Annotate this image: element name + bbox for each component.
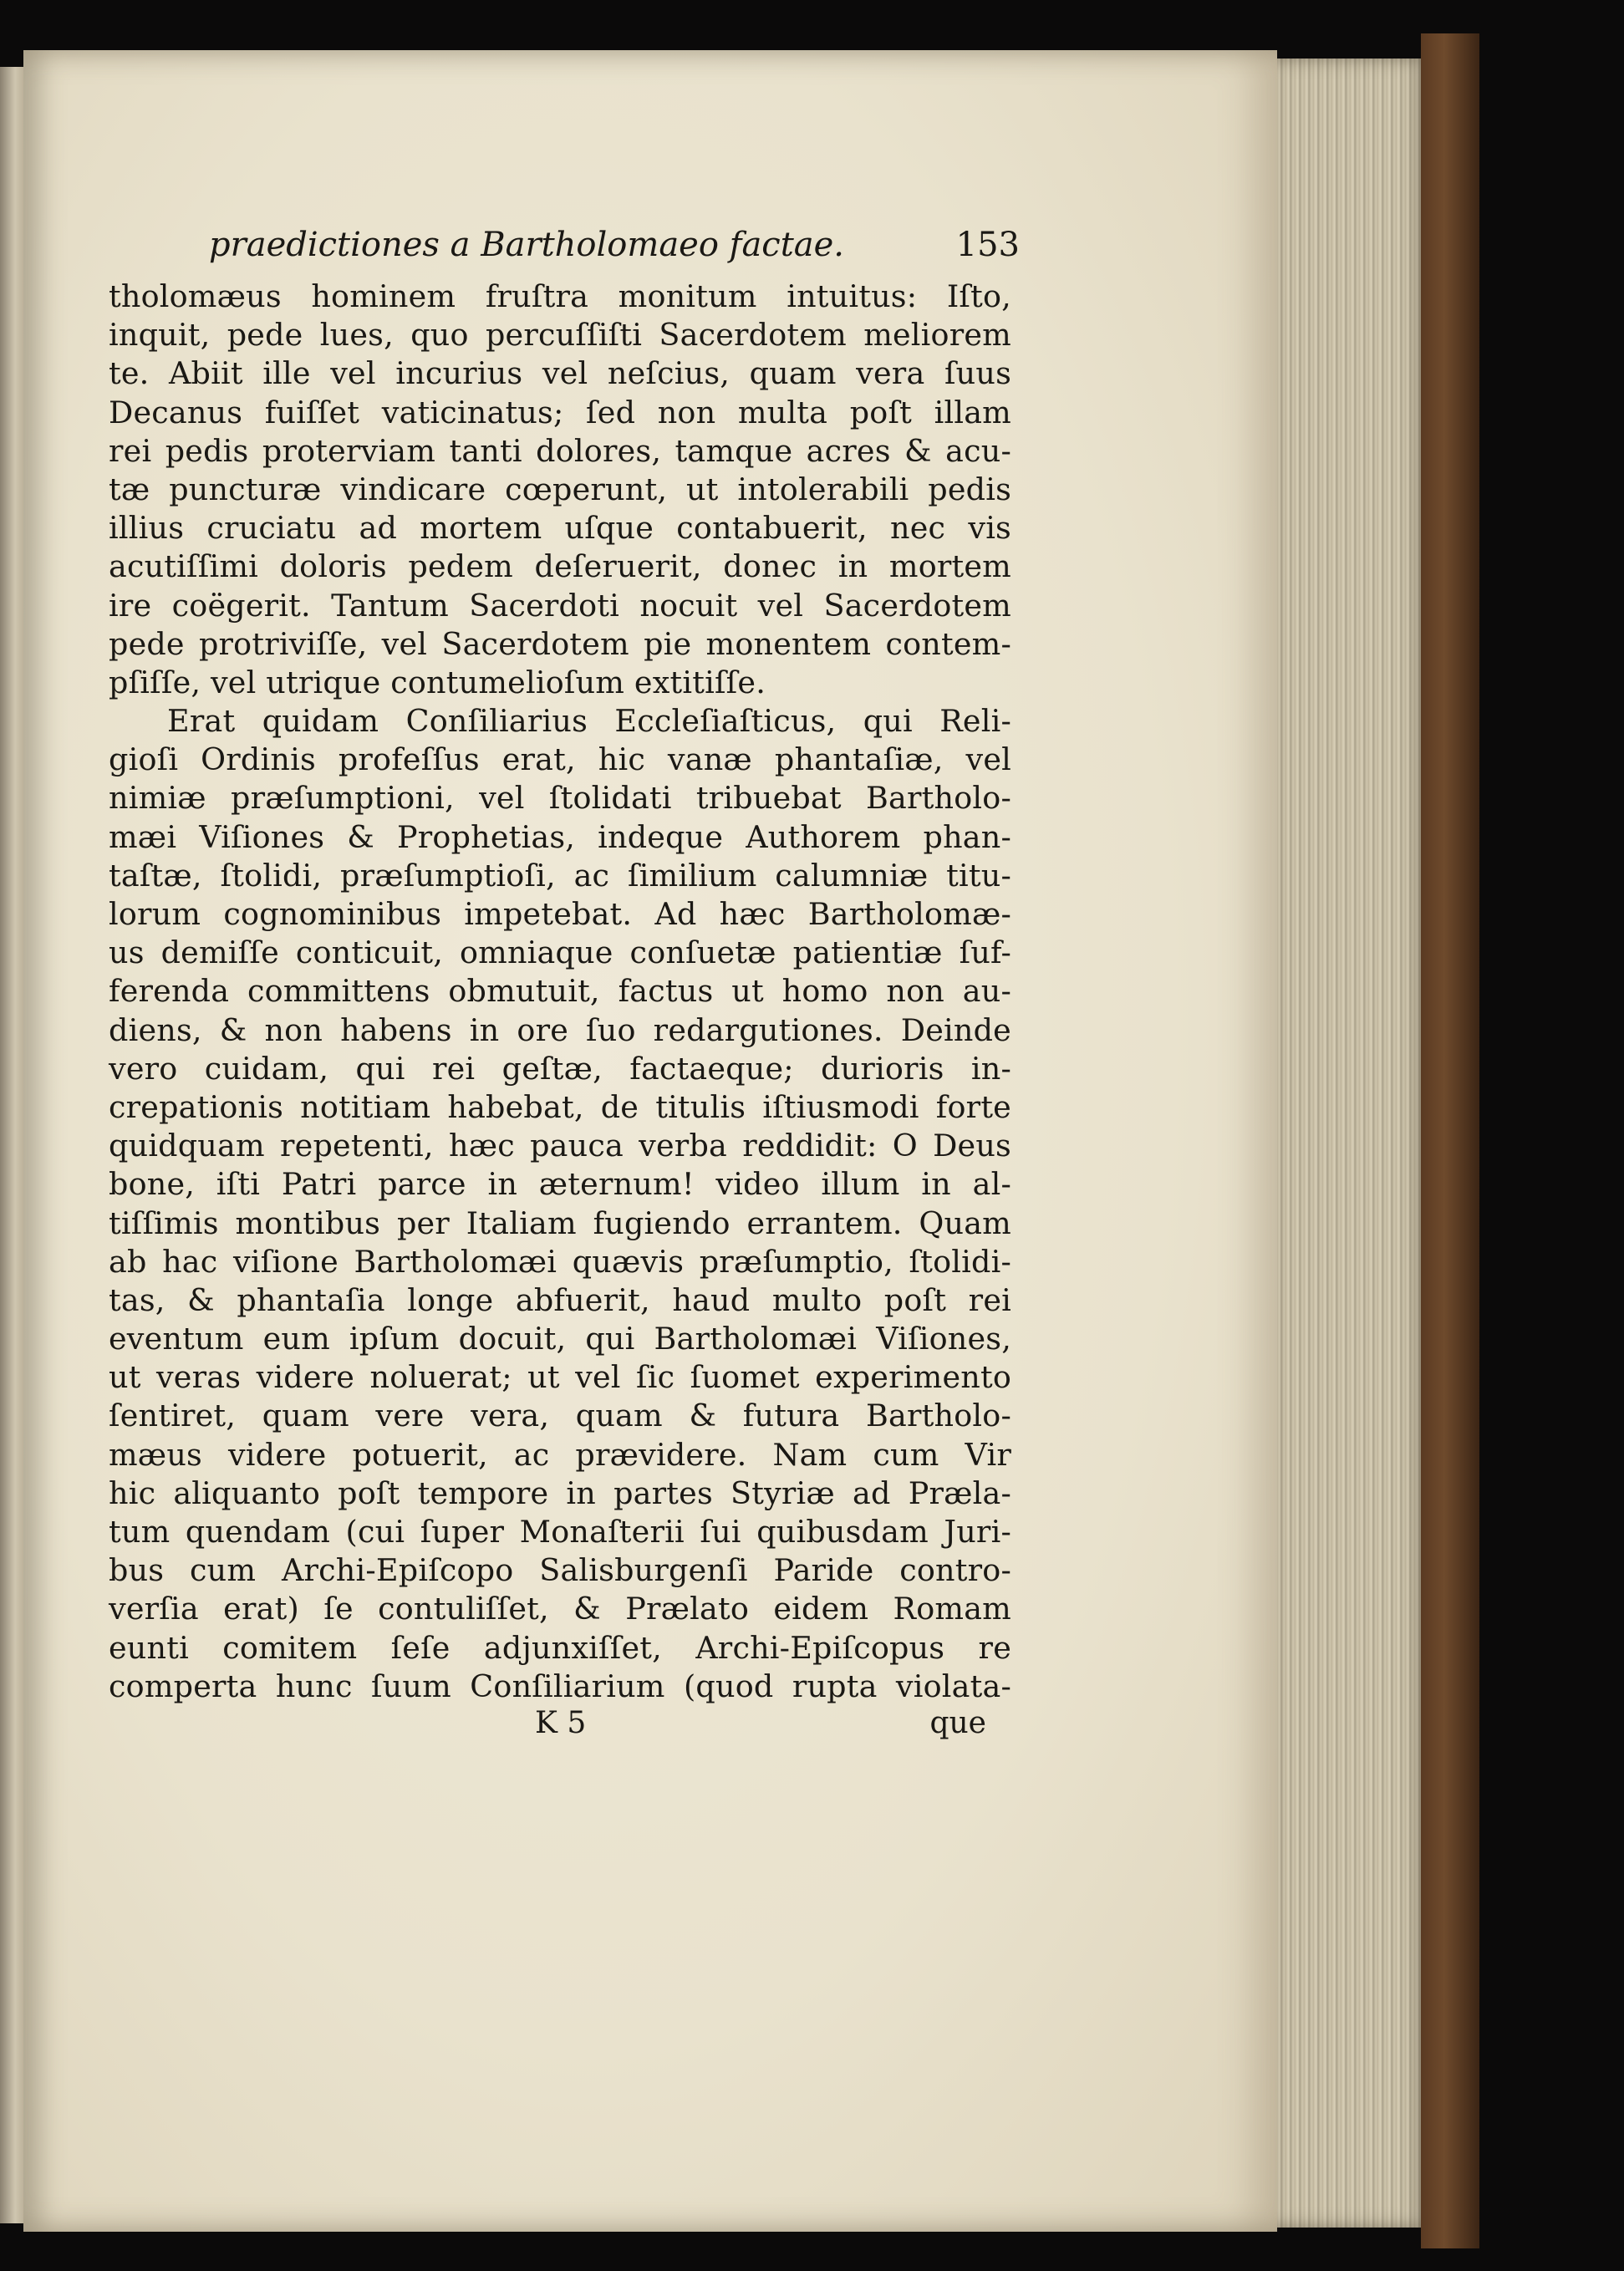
page-footer	[109, 1706, 1011, 1748]
text-line: gioſi Ordinis profeſſus erat, hic vanæ phantaſiæ, vel	[109, 741, 1011, 778]
text-line: crepationis notitiam habebat, de titulis iſtiusmodi forte	[109, 1088, 1011, 1125]
signature-mark: K 5	[535, 1705, 587, 1740]
text-line: diens, & non habens in ore ſuo redargutiones. Deinde	[109, 1011, 1011, 1048]
text-line: hic aliquanto poſt tempore in partes Styriæ ad Præla-	[109, 1474, 1011, 1511]
text-line: eunti comitem ſeſe adjunxiſſet, Archi-Epiſcopus re	[109, 1629, 1011, 1666]
text-line: taſtæ, ſtolidi, præſumptioſi, ac ſimilium calumniæ titu-	[109, 857, 1011, 894]
text-line: te. Abiit ille vel incurius vel neſcius, quam vera ſuus	[109, 355, 1011, 392]
text-line: illius cruciatu ad mortem uſque contabuerit, nec vis	[109, 510, 1011, 547]
facing-page-edge	[0, 67, 25, 2223]
text-line: tholomæus hominem fruſtra monitum intuitus: Iſto,	[109, 278, 1011, 314]
text-line: tæ puncturæ vindicare cœperunt, ut intolerabili pedis	[109, 471, 1011, 507]
text-line: ire coëgerit. Tantum Sacerdoti nocuit vel Sacerdotem	[109, 587, 1011, 624]
text-line: nimiæ præſumptioni, vel ſtolidati tribuebat Bartholo-	[109, 780, 1011, 817]
text-line: rei pedis proterviam tanti dolores, tamque acres & acu-	[109, 432, 1011, 469]
text-line: comperta hunc ſuum Conſiliarium (quod rupta violata-	[109, 1668, 1011, 1704]
text-line: inquit, pede lues, quo percuſſiſti Sacerdotem meliorem	[109, 317, 1011, 354]
page-number: 153	[955, 226, 1020, 264]
text-line: acutiſſimi doloris pedem deſeruerit, donec in mortem	[109, 548, 1011, 585]
text-line: eventum eum ipſum docuit, qui Bartholomæi Viſiones,	[109, 1321, 1011, 1357]
text-line: vero cuidam, qui rei geſtæ, factaeque; durioris in-	[109, 1050, 1011, 1087]
text-line: pſiſſe, vel utrique contumelioſum extitiſſe.	[109, 664, 766, 700]
running-head	[109, 226, 1020, 276]
text-line: pede protriviſſe, vel Sacerdotem pie monentem contem-	[109, 625, 1011, 662]
body-text	[109, 278, 1011, 1706]
text-line: tiſſimis montibus per Italiam fugiendo errantem. Quam	[109, 1204, 1011, 1241]
text-line: ferenda committens obmutuit, factus ut homo non au-	[109, 973, 1011, 1010]
text-line: ut veras videre noluerat; ut vel ſic ſuomet experimento	[109, 1359, 1011, 1396]
text-line: tas, & phantaſia longe abfuerit, haud multo poſt rei	[109, 1281, 1011, 1318]
text-line: quidquam repetenti, hæc pauca verba reddidit: O Deus	[109, 1128, 1011, 1164]
text-line: us demiſſe conticuit, omniaque conſuetæ patientiæ ſuf-	[109, 934, 1011, 971]
text-line: Decanus fuiſſet vaticinatus; ſed non multa poſt illam	[109, 394, 1011, 430]
text-line: bus cum Archi-Epiſcopo Salisburgenſi Paride contro-	[109, 1552, 1011, 1589]
text-line: mæus videre potuerit, ac prævidere. Nam cum Vir	[109, 1436, 1011, 1473]
text-line: tum quendam (cui ſuper Monaſterii ſui quibusdam Juri-	[109, 1514, 1011, 1550]
running-head-title: praedictiones a Bartholomaeo factae.	[209, 226, 844, 264]
catchword: que	[929, 1705, 986, 1740]
page-block-edges	[1277, 59, 1428, 2228]
text-line: ab hac viſione Bartholomæi quævis præſumptio, ſtolidi-	[109, 1243, 1011, 1280]
text-line: mæi Viſiones & Prophetias, indeque Authorem phan-	[109, 818, 1011, 855]
book-cover-edge	[1421, 33, 1479, 2248]
paragraph-first-line: Erat quidam Conſiliarius Eccleſiaſticus, qui Reli-	[167, 703, 1011, 740]
text-line: lorum cognominibus impetebat. Ad hæc Bartholomæ-	[109, 896, 1011, 932]
page-text-block	[109, 226, 1020, 1748]
text-line: bone, iſti Patri parce in æternum! video illum in al-	[109, 1166, 1011, 1203]
text-line: ſentiret, quam vere vera, quam & futura Bartholo-	[109, 1398, 1011, 1434]
text-line: verſia erat) ſe contuliſſet, & Prælato eidem Romam	[109, 1591, 1011, 1627]
